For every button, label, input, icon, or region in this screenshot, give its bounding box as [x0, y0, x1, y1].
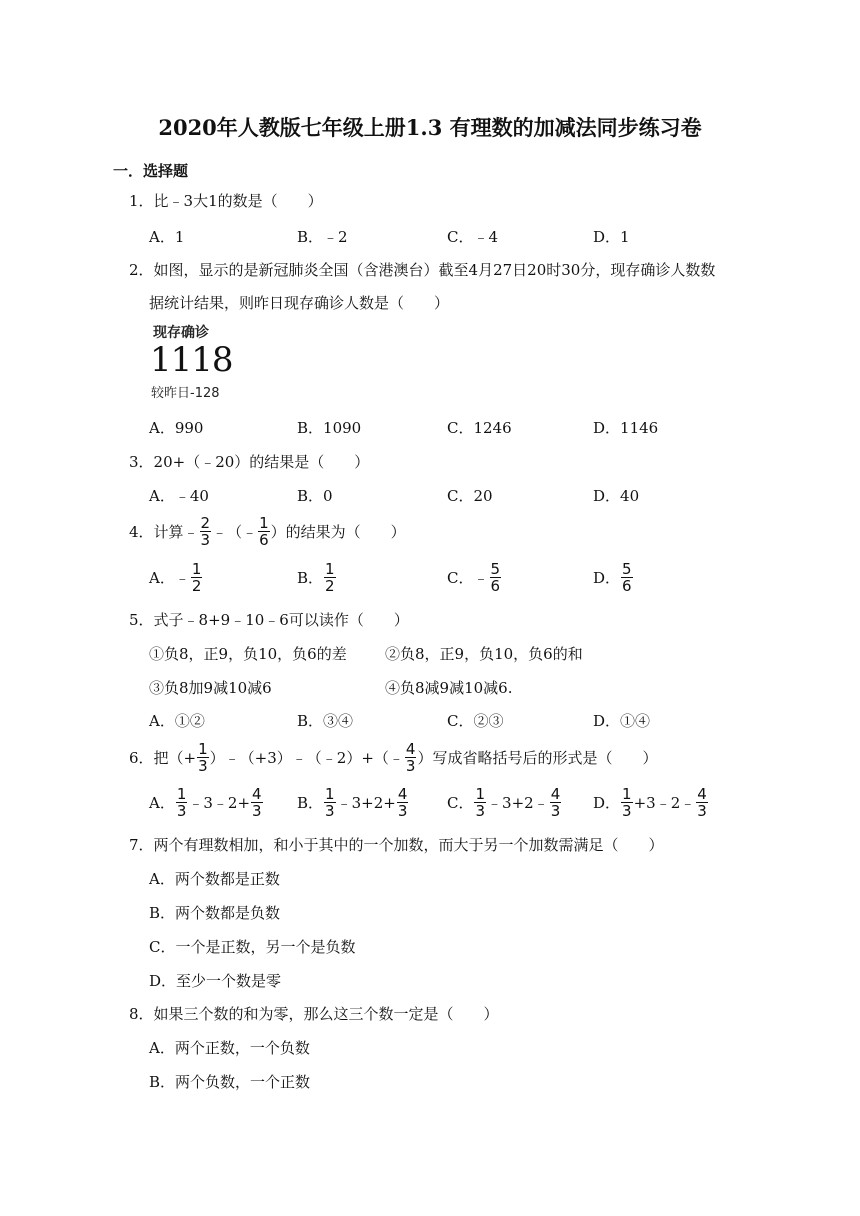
- q3-option-c[interactable]: C．20: [447, 487, 493, 505]
- q5-option-d[interactable]: D．①④: [593, 712, 651, 730]
- figure-label: 现存确诊: [153, 325, 209, 341]
- q2-option-d[interactable]: D．1146: [593, 419, 659, 437]
- q5-reading-4: ④负8减9减10减6.: [385, 679, 513, 697]
- q3-option-d[interactable]: D．40: [593, 487, 640, 505]
- q4-fraction-1: $\frac{2}{3}$: [200, 513, 211, 549]
- q5-reading-3: ③负8加9减10减6: [149, 679, 272, 697]
- q4-fraction-2: $\frac{1}{6}$: [259, 513, 269, 549]
- q7-option-b[interactable]: B．两个数都是负数: [149, 904, 281, 922]
- q3-stem: 3．20+（﹣20）的结果是（ ）: [129, 453, 370, 471]
- q7-option-c[interactable]: C．一个是正数，另一个是负数: [149, 938, 356, 956]
- figure-diff: 较昨日-128: [151, 386, 220, 401]
- q3-option-b[interactable]: B．0: [297, 487, 333, 505]
- q4-option-b[interactable]: B． $\frac{1}{2}$: [297, 559, 335, 595]
- q6-option-b[interactable]: B． $\frac{1}{3}$ ﹣3+2+ $\frac{4}{3}$: [297, 784, 408, 820]
- q7-option-d[interactable]: D．至少一个数是零: [149, 972, 282, 990]
- q4-stem-mid: ﹣（﹣: [212, 522, 258, 541]
- q2-option-c[interactable]: C．1246: [447, 419, 512, 437]
- q5-reading-1: ①负8，正9，负10，负6的差: [149, 645, 347, 663]
- page-title: 2020年人教版七年级上册1.3 有理数的加减法同步练习卷: [158, 115, 702, 140]
- q3-option-a[interactable]: A．﹣40: [149, 487, 209, 505]
- section-heading: 一．选择题: [113, 162, 189, 180]
- q6-option-d[interactable]: D． $\frac{1}{3}$ +3﹣2﹣ $\frac{4}{3}$: [593, 784, 707, 820]
- q8-option-a[interactable]: A．两个正数，一个负数: [149, 1039, 310, 1057]
- q2-stem-line2: 据统计结果，则昨日现存确诊人数是（ ）: [149, 294, 450, 312]
- q1-option-d[interactable]: D．1: [593, 228, 630, 246]
- q1-stem: 1．比﹣3大1的数是（ ）: [129, 192, 323, 210]
- q1-option-a[interactable]: A．1: [149, 228, 185, 246]
- q6-option-a[interactable]: A． $\frac{1}{3}$ ﹣3﹣2+ $\frac{4}{3}$: [149, 784, 262, 820]
- q8-stem: 8．如果三个数的和为零，那么这三个数一定是（ ）: [129, 1005, 499, 1023]
- q6-stem: 6．把（+ $\frac{1}{3}$ ）﹣（+3）﹣（﹣2）+（﹣ $\frac{4}{3}$ ）写成省略括号后的形式是（ ）: [129, 739, 658, 775]
- q6-fraction-2: $\frac{4}{3}$: [405, 739, 416, 775]
- q6-fraction-1: $\frac{1}{3}$: [198, 739, 208, 775]
- q5-option-c[interactable]: C．②③: [447, 712, 504, 730]
- q4-option-c[interactable]: C． ﹣ $\frac{5}{6}$: [447, 559, 501, 595]
- q6-option-c[interactable]: C． $\frac{1}{3}$ ﹣3+2﹣ $\frac{4}{3}$: [447, 784, 561, 820]
- q4-stem-pre: 4．计算﹣: [129, 522, 199, 541]
- q5-stem: 5．式子﹣8+9﹣10﹣6可以读作（ ）: [129, 611, 409, 629]
- q4-stem-post: ）的结果为（ ）: [270, 522, 406, 541]
- q4-stem: [129, 511, 406, 551]
- q1-option-b[interactable]: B．﹣2: [297, 228, 348, 246]
- q4-option-d[interactable]: D． $\frac{5}{6}$: [593, 559, 632, 595]
- q1-option-c[interactable]: C．﹣4: [447, 228, 499, 246]
- q8-option-b[interactable]: B．两个负数，一个正数: [149, 1073, 311, 1091]
- q5-option-a[interactable]: A．①②: [149, 712, 205, 730]
- q5-reading-2: ②负8，正9，负10，负6的和: [385, 645, 583, 663]
- q2-figure: [150, 322, 233, 401]
- figure-number: 1118: [150, 340, 233, 380]
- q2-option-b[interactable]: B．1090: [297, 419, 362, 437]
- q7-option-a[interactable]: A．两个数都是正数: [149, 870, 280, 888]
- q4-option-a[interactable]: A． ﹣ $\frac{1}{2}$: [149, 559, 202, 595]
- q5-option-b[interactable]: B．③④: [297, 712, 354, 730]
- q7-stem: 7．两个有理数相加，和小于其中的一个加数，而大于另一个加数需满足（ ）: [129, 836, 664, 854]
- q2-stem-line1: 2．如图，显示的是新冠肺炎全国（含港澳台）截至4月27日20时30分，现存确诊人数数: [129, 261, 716, 279]
- q2-option-a[interactable]: A．990: [149, 419, 204, 437]
